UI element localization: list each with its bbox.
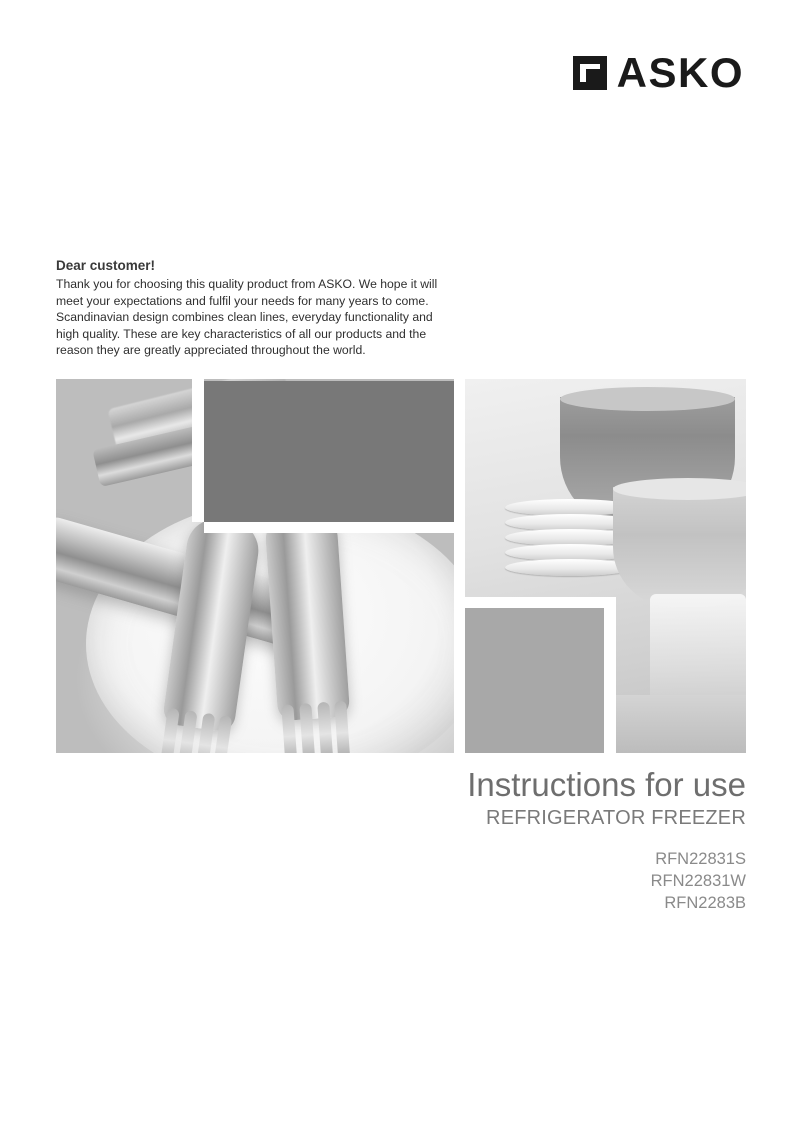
greeting-title: Dear customer! bbox=[56, 258, 156, 273]
brand-logo bbox=[573, 49, 744, 96]
page-subtitle: REFRIGERATOR FREEZER bbox=[486, 807, 746, 829]
bowl-shape-front bbox=[613, 487, 746, 607]
list-item: RFN2283B bbox=[664, 894, 746, 912]
greeting-body: Thank you for choosing this quality product from ASKO. We hope it will meet your expectations and fulfil your needs for many years to come. Scandinavian design combines clean lines, everyday functionality and high quality. These are key characteristics of all our products and the reason they are greatly appreciated throughout the world. bbox=[56, 277, 438, 358]
collage-gutter-vertical bbox=[192, 379, 204, 522]
page-title: Instructions for use bbox=[467, 766, 746, 803]
model-number-list bbox=[651, 848, 746, 914]
brand-name: ASKO bbox=[616, 49, 744, 96]
list-item: RFN22831S bbox=[655, 850, 746, 868]
collage-gutter-horizontal-2 bbox=[465, 597, 616, 608]
cover-image-collage bbox=[56, 379, 746, 753]
greeting-block bbox=[56, 258, 448, 359]
mid-grey-block bbox=[465, 608, 604, 753]
collage-gutter-horizontal bbox=[204, 522, 455, 533]
dark-grey-block bbox=[204, 381, 455, 522]
collage-gutter-vertical-3 bbox=[604, 608, 616, 753]
collage-gutter-vertical-2 bbox=[454, 379, 465, 753]
cover-title-block bbox=[467, 766, 746, 830]
asko-mark-icon bbox=[573, 56, 607, 90]
list-item: RFN22831W bbox=[650, 872, 746, 890]
fork-shape-2 bbox=[264, 507, 350, 722]
